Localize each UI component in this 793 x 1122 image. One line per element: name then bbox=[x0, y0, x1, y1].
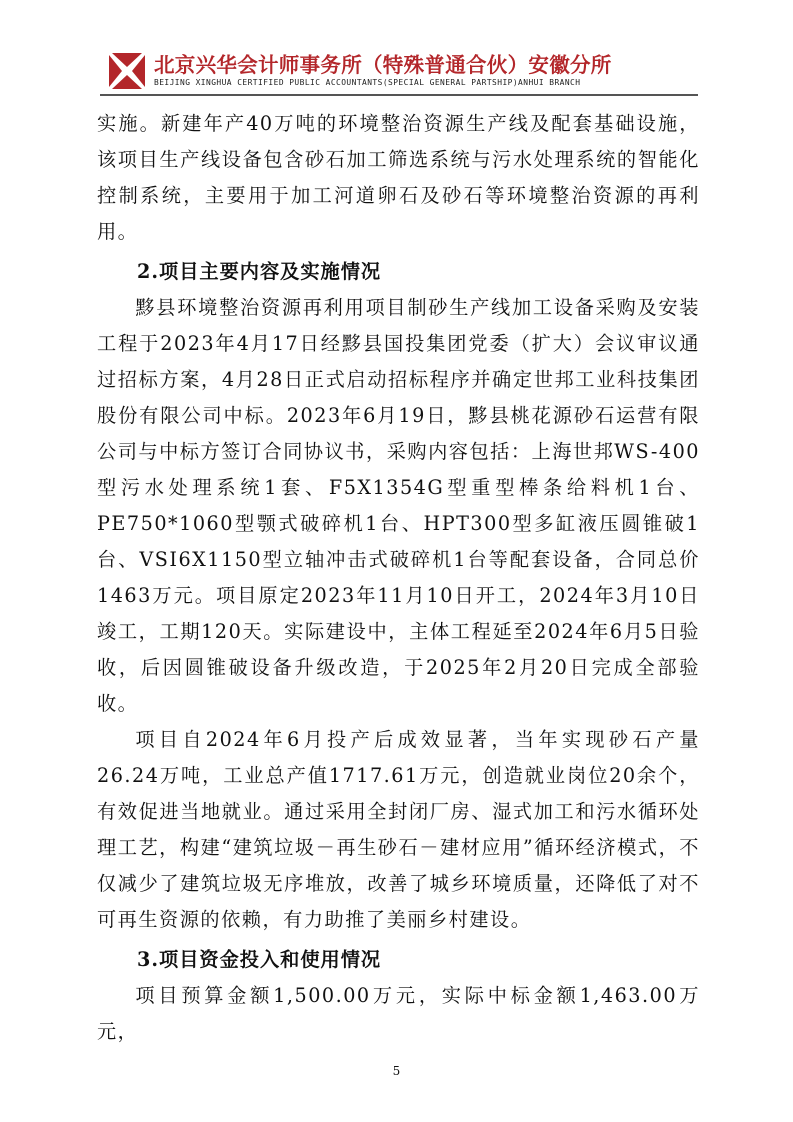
header-divider bbox=[100, 94, 698, 96]
section-heading-funding: 3.项目资金投入和使用情况 bbox=[137, 948, 382, 971]
firm-name-cn: 北京兴华会计师事务所（特殊普通合伙）安徽分所 bbox=[154, 53, 612, 77]
page-number: 5 bbox=[392, 1064, 401, 1078]
document-header bbox=[100, 46, 698, 96]
firm-name-en: BEIJING XINGHUA CERTIFIED PUBLIC ACCOUNTANTS(SPECIAL GENERAL PARTSHIP)ANHUI BRANCH bbox=[154, 78, 581, 87]
xinghua-logo-icon bbox=[108, 52, 146, 90]
document-body bbox=[97, 106, 700, 1050]
section-heading-main-content: 2.项目主要内容及实施情况 bbox=[137, 260, 382, 283]
paragraph-construction: 实施。新建年产40万吨的环境整治资源生产线及配套基础设施，该项目生产线设备包含砂石加工筛选系统与污水处理系统的智能化控制系统，主要用于加工河道卵石及砂石等环境整治资源的再利用。 bbox=[97, 112, 700, 243]
paragraph-budget: 项目预算金额1,500.00万元，实际中标金额1,463.00万元， bbox=[97, 984, 700, 1043]
paragraph-implementation: 黟县环境整治资源再利用项目制砂生产线加工设备采购及安装工程于2023年4月17日经黟县国投集团党委（扩大）会议审议通过招标方案，4月28日正式启动招标程序并确定世邦工业科技集团股份有限公司中标。2023年6月19日，黟县桃花源砂石运营有限公司与中标方签订合同协议书，采购内容包括：上海世邦WS-400型污水处理系统1套、F5X1354G型重型棒条给料机1台、PE750*1060型颚式破碎机1台、HPT300型多缸液压圆锥破1台、VSI6X1150型立轴冲击式破碎机1台等配套设备，合同总价1463万元。项目原定2023年11月10日开工，2024年3月10日竣工，工期120天。实际建设中，主体工程延至2024年6月5日验收，后因圆锥破设备升级改造，于2025年2月20日完成全部验收。 bbox=[97, 296, 700, 715]
paragraph-outcomes: 项目自2024年6月投产后成效显著，当年实现砂石产量26.24万吨，工业总产值1717.61万元，创造就业岗位20余个，有效促进当地就业。通过采用全封闭厂房、湿式加工和污水循环处理工艺，构建“建筑垃圾－再生砂石－建材应用”循环经济模式，不仅减少了建筑垃圾无序堆放，改善了城乡环境质量，还降低了对不可再生资源的依赖，有力助推了美丽乡村建设。 bbox=[97, 728, 700, 931]
